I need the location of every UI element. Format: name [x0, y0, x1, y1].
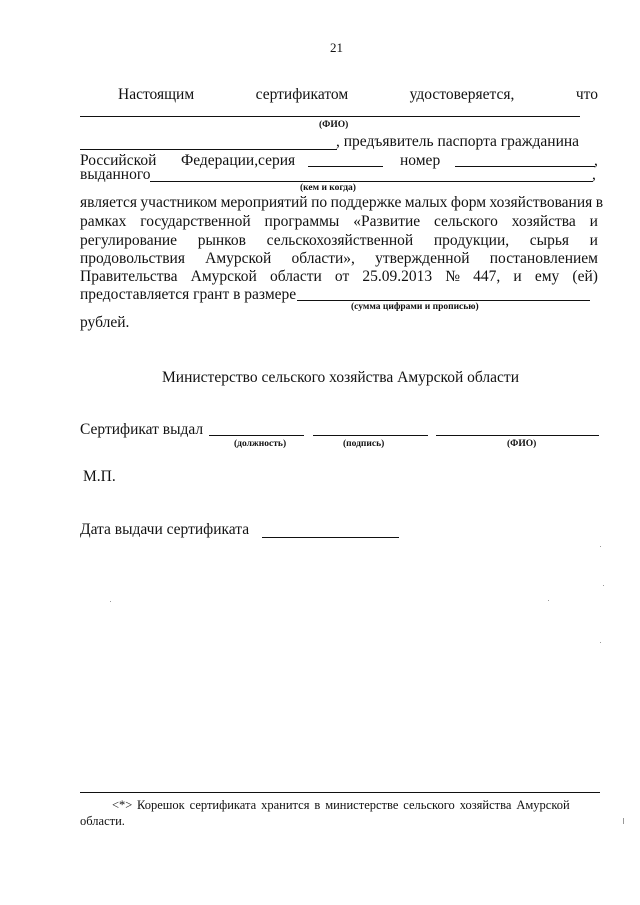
intro-line: Настоящим сертификатом удостоверяется, что: [118, 86, 598, 103]
signature-blank-line: [313, 435, 428, 436]
footnote-divider: [80, 792, 600, 793]
comma: ,: [594, 152, 598, 169]
scan-speck: [548, 600, 549, 601]
scan-speck: [110, 601, 111, 602]
page-number: 21: [330, 40, 343, 55]
number-blank-line: [455, 166, 595, 167]
scan-speck: [623, 818, 624, 824]
issue-date-label: Дата выдачи сертификата: [80, 521, 250, 538]
issued-by-label: Сертификат выдал: [80, 421, 204, 438]
text-word: номер: [400, 152, 441, 169]
issue-date-blank-line: [262, 537, 399, 538]
issued-label: выданного: [80, 166, 151, 183]
fio-blank-line: [80, 116, 580, 117]
paragraph-line: продовольствия Амурской области», утвержденной постановлением: [80, 250, 598, 267]
footnote-mark: <*>: [112, 798, 133, 812]
stamp-place: М.П.: [83, 468, 116, 485]
fio-caption-2: (ФИО): [507, 439, 537, 449]
footnote-text: Корешок сертификата хранится в министерстве сельского хозяйства Амурской: [137, 798, 570, 812]
comma: ,: [592, 166, 596, 183]
issued-blank-line: [150, 181, 593, 182]
position-blank-line: [209, 435, 304, 436]
fio-signature-blank-line: [436, 435, 599, 436]
ministry-name: Министерство сельского хозяйства Амурской области: [162, 369, 519, 386]
paragraph-line: регулирование рынков сельскохозяйственной продукции, сырья и: [80, 232, 598, 249]
text-word: серия: [258, 152, 296, 169]
scan-speck: [600, 642, 601, 643]
scan-speck: [603, 585, 604, 586]
kem-caption: (кем и когда): [300, 183, 356, 193]
series-blank-line: [308, 166, 383, 167]
fio-caption: (ФИО): [319, 120, 349, 130]
position-caption: (должность): [234, 439, 287, 449]
signature-caption: (подпись): [343, 439, 385, 449]
scan-speck: [600, 546, 601, 547]
grant-text: предоставляется грант в размере: [80, 286, 297, 303]
fio-blank-line-2: [80, 149, 337, 150]
sum-blank-line: [297, 300, 590, 301]
paragraph-line: Правительства Амурской области от 25.09.2013 № 447, и ему (ей): [80, 268, 598, 285]
paragraph-line: является участником мероприятий по поддержке малых форм хозяйствования в: [80, 194, 604, 211]
text-word: Российской: [80, 152, 157, 169]
rubles-text: рублей.: [80, 314, 130, 331]
paragraph-line: рамках государственной программы «Развитие сельского хозяйства и: [80, 213, 598, 230]
passport-text: , предъявитель паспорта гражданина: [336, 133, 580, 150]
text-word: Федерации,: [181, 152, 259, 169]
footnote-text-2: области.: [80, 814, 125, 828]
sum-caption: (сумма цифрами и прописью): [351, 302, 479, 312]
